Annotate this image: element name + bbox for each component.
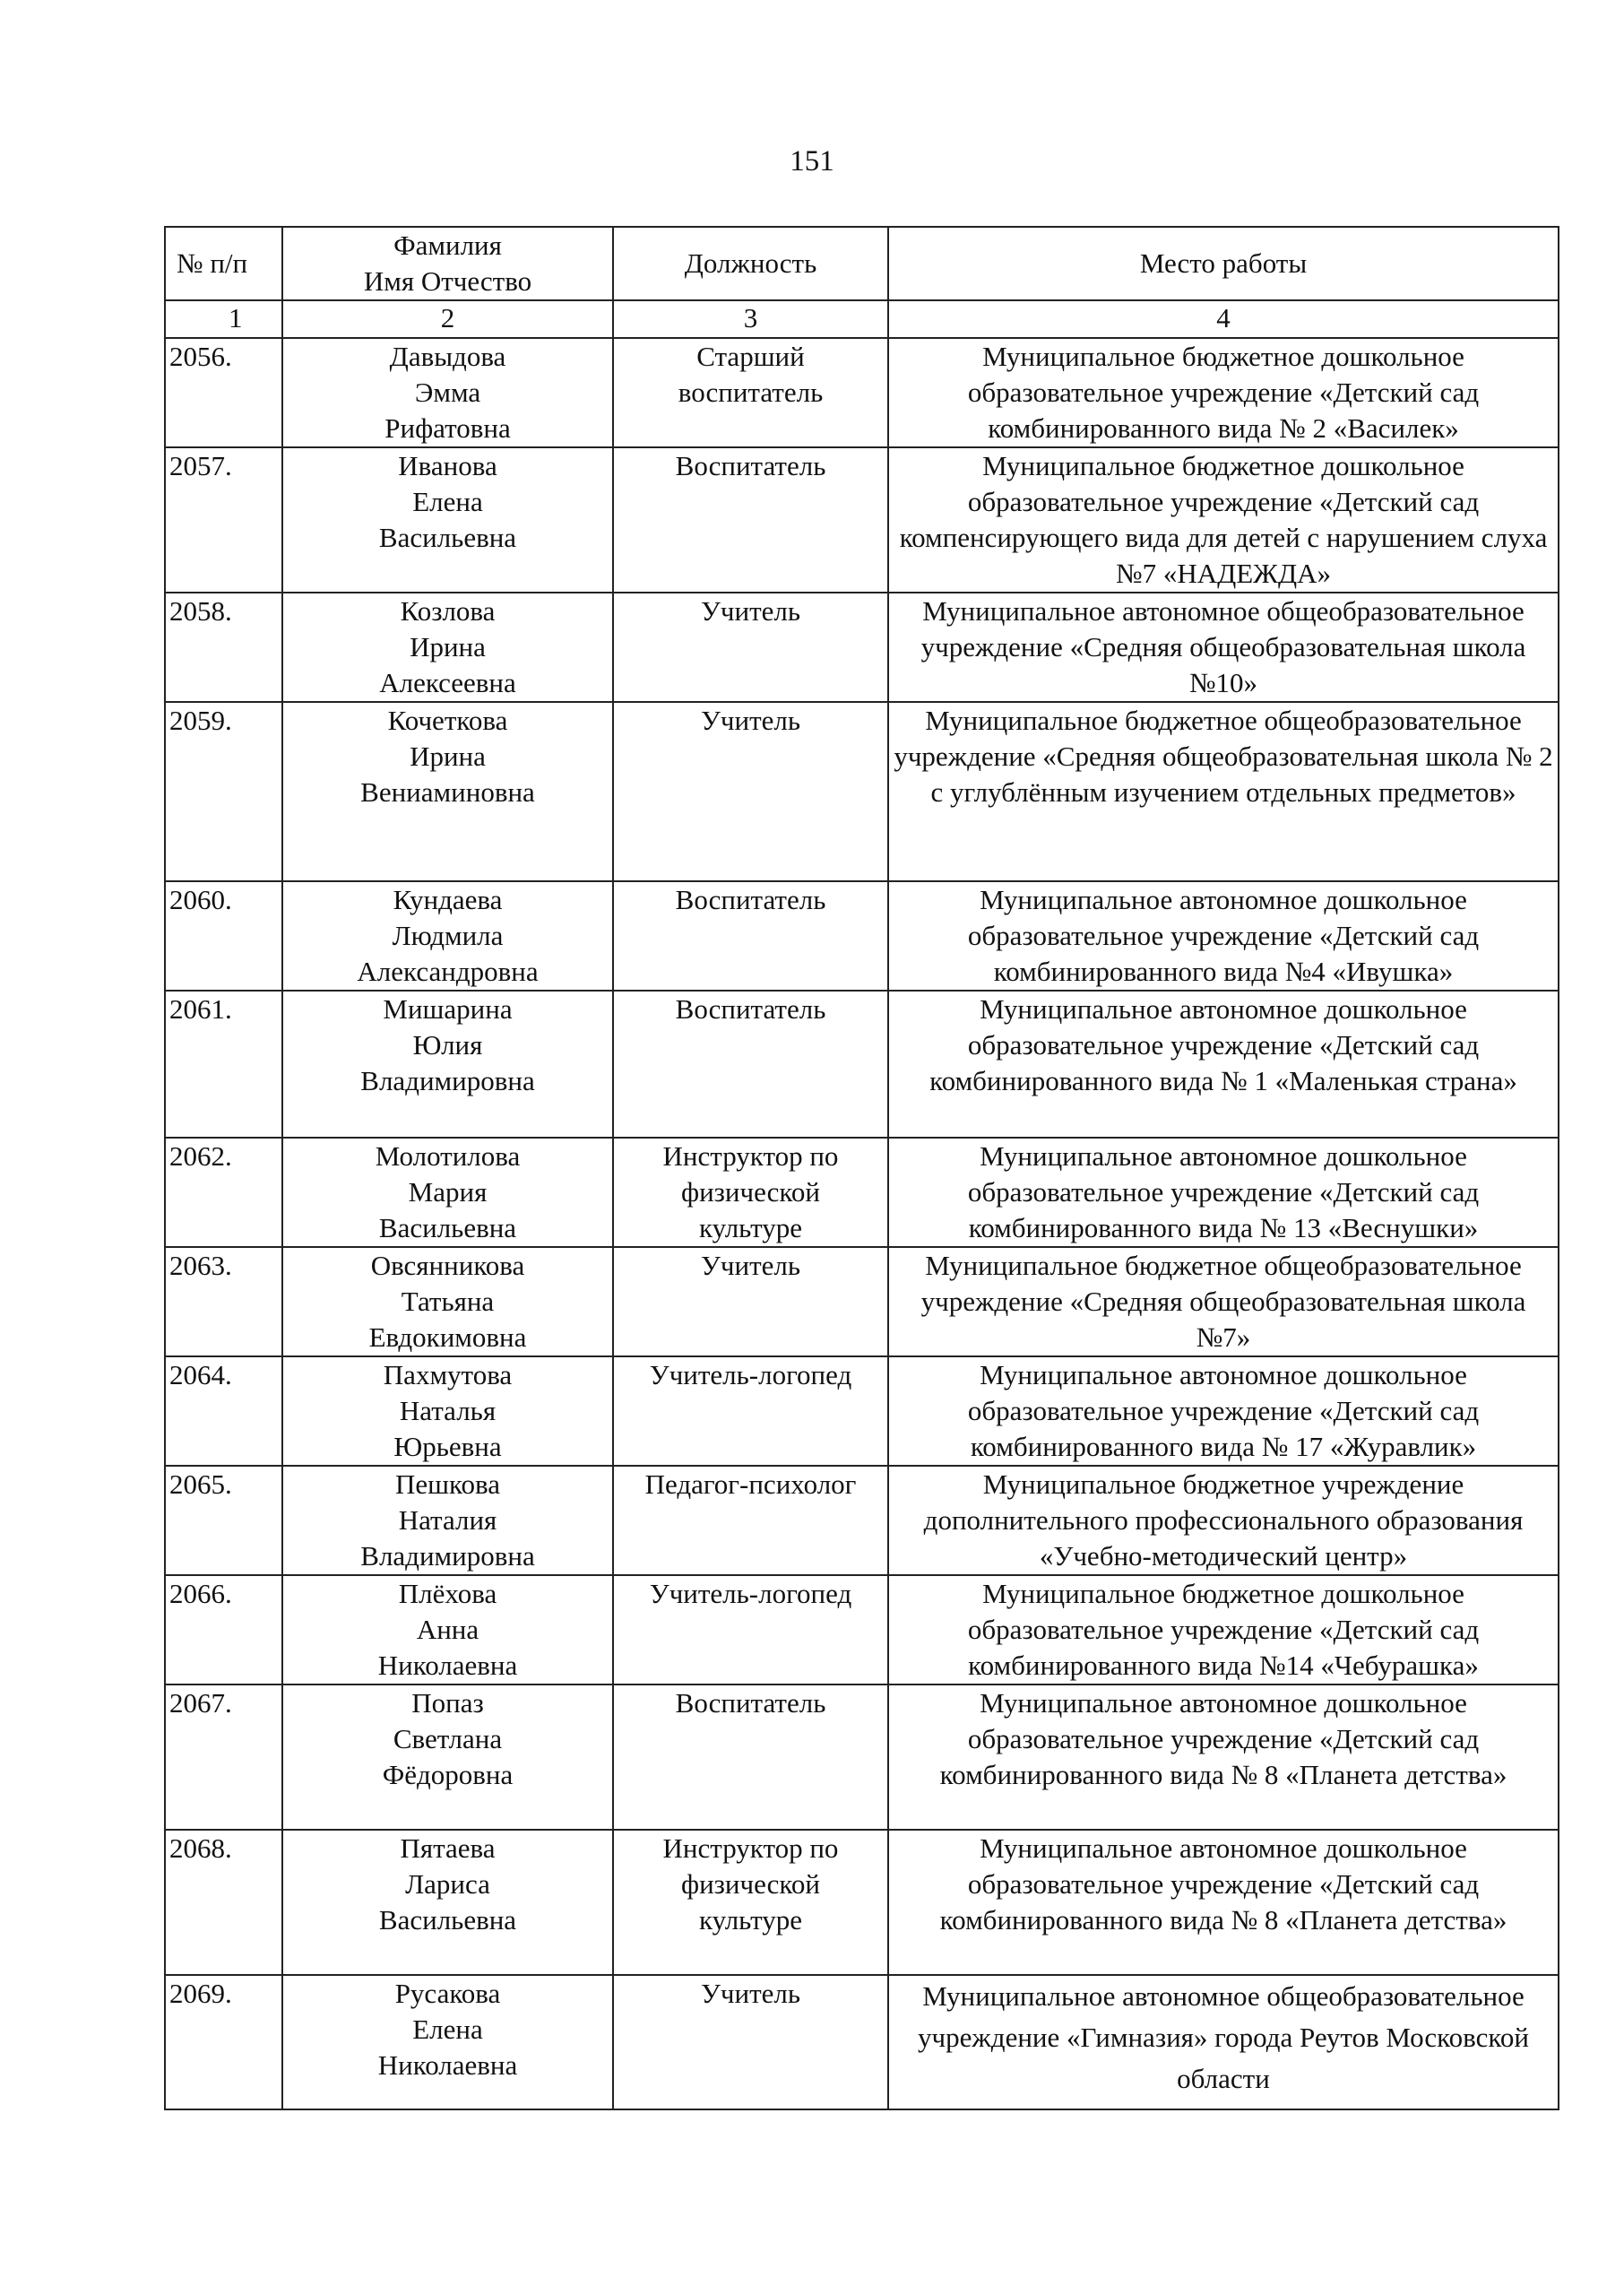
position-text: Учитель-логопед bbox=[649, 1578, 852, 1609]
header-full-name bbox=[282, 227, 613, 300]
patronymic: Николаевна bbox=[377, 1650, 518, 1681]
workplace-cell: Муниципальное автономное дошкольное образовательное учреждение «Детский сад комбинированного вида № 1 «Маленькая страна» bbox=[888, 991, 1559, 1138]
position-text: Инструктор по bbox=[662, 1832, 839, 1864]
surname: Пахмутова bbox=[383, 1359, 513, 1390]
position-cell bbox=[613, 1138, 888, 1247]
table-row bbox=[165, 702, 1559, 881]
row-number: 2062. bbox=[165, 1138, 282, 1247]
position-text: Учитель bbox=[700, 1250, 801, 1281]
table-row bbox=[165, 1247, 1559, 1356]
workplace-cell: Муниципальное автономное дошкольное образовательное учреждение «Детский сад комбинированного вида № 8 «Планета детства» bbox=[888, 1684, 1559, 1830]
patronymic: Васильевна bbox=[378, 1212, 517, 1243]
workplace-cell: Муниципальное бюджетное дошкольное образовательное учреждение «Детский сад компенсирующего вида для детей с нарушением слуха №7 «НАДЕЖДА» bbox=[888, 447, 1559, 593]
full-name-cell bbox=[282, 1138, 613, 1247]
table-row bbox=[165, 593, 1559, 702]
employee-table bbox=[164, 226, 1559, 2110]
row-number: 2063. bbox=[165, 1247, 282, 1356]
table-body bbox=[165, 338, 1559, 2109]
header-full-name-line1: Фамилия bbox=[393, 230, 502, 261]
position-cell bbox=[613, 1975, 888, 2109]
first-name: Мария bbox=[408, 1176, 488, 1208]
workplace-cell: Муниципальное бюджетное дошкольное образовательное учреждение «Детский сад комбинированного вида № 2 «Василек» bbox=[888, 338, 1559, 447]
row-number: 2066. bbox=[165, 1575, 282, 1684]
position-cell bbox=[613, 1466, 888, 1575]
workplace-cell: Муниципальное автономное общеобразовательное учреждение «Средняя общеобразовательная школа №10» bbox=[888, 593, 1559, 702]
position-text: физической bbox=[681, 1868, 820, 1900]
table-row bbox=[165, 1975, 1559, 2109]
patronymic: Евдокимовна bbox=[368, 1321, 527, 1353]
full-name-cell bbox=[282, 1830, 613, 1975]
position-cell bbox=[613, 1830, 888, 1975]
position-cell bbox=[613, 447, 888, 593]
workplace-cell: Муниципальное автономное дошкольное образовательное учреждение «Детский сад комбинированного вида № 8 «Планета детства» bbox=[888, 1830, 1559, 1975]
position-text: воспитатель bbox=[678, 377, 824, 408]
position-cell bbox=[613, 881, 888, 991]
column-number: 3 bbox=[613, 300, 888, 338]
patronymic: Васильевна bbox=[378, 1904, 517, 1936]
full-name-cell bbox=[282, 1575, 613, 1684]
first-name: Юлия bbox=[412, 1029, 483, 1061]
patronymic: Фёдоровна bbox=[382, 1759, 514, 1790]
table-row bbox=[165, 1138, 1559, 1247]
position-text: Учитель-логопед bbox=[649, 1359, 852, 1390]
position-text: Педагог-психолог bbox=[644, 1468, 857, 1500]
row-number: 2064. bbox=[165, 1356, 282, 1466]
surname: Молотилова bbox=[375, 1140, 521, 1172]
column-number-row bbox=[165, 300, 1559, 338]
table-row bbox=[165, 338, 1559, 447]
surname: Плёхова bbox=[398, 1578, 497, 1609]
first-name: Елена bbox=[412, 486, 483, 517]
first-name: Ирина bbox=[410, 740, 486, 772]
position-cell bbox=[613, 1356, 888, 1466]
patronymic: Вениаминовна bbox=[360, 776, 535, 808]
first-name: Людмила bbox=[392, 920, 504, 951]
position-text: Старший bbox=[696, 341, 805, 372]
workplace-cell: Муниципальное бюджетное учреждение дополнительного профессионального образования «Учебно-методический центр» bbox=[888, 1466, 1559, 1575]
position-text: Воспитатель bbox=[675, 884, 826, 915]
full-name-cell bbox=[282, 1684, 613, 1830]
surname: Иванова bbox=[398, 450, 497, 481]
row-number: 2069. bbox=[165, 1975, 282, 2109]
full-name-cell bbox=[282, 991, 613, 1138]
full-name-cell bbox=[282, 1356, 613, 1466]
row-number: 2067. bbox=[165, 1684, 282, 1830]
first-name: Светлана bbox=[393, 1723, 503, 1754]
full-name-cell bbox=[282, 1466, 613, 1575]
first-name: Наталия bbox=[398, 1504, 497, 1536]
row-number: 2065. bbox=[165, 1466, 282, 1575]
header-position: Должность bbox=[613, 227, 888, 300]
surname: Козлова bbox=[400, 595, 496, 627]
row-number: 2068. bbox=[165, 1830, 282, 1975]
workplace-cell: Муниципальное автономное дошкольное образовательное учреждение «Детский сад комбинированного вида № 13 «Веснушки» bbox=[888, 1138, 1559, 1247]
workplace-cell: Муниципальное автономное общеобразовательное учреждение «Гимназия» города Реутов Московской области bbox=[888, 1975, 1559, 2109]
first-name: Ирина bbox=[410, 631, 486, 663]
workplace-cell: Муниципальное автономное дошкольное образовательное учреждение «Детский сад комбинированного вида №4 «Ивушка» bbox=[888, 881, 1559, 991]
position-text: Учитель bbox=[700, 705, 801, 736]
position-text: культуре bbox=[698, 1212, 803, 1243]
full-name-cell bbox=[282, 447, 613, 593]
patronymic: Васильевна bbox=[378, 522, 517, 553]
row-number: 2058. bbox=[165, 593, 282, 702]
first-name: Наталья bbox=[399, 1395, 497, 1426]
full-name-cell bbox=[282, 702, 613, 881]
position-text: культуре bbox=[698, 1904, 803, 1936]
position-cell bbox=[613, 338, 888, 447]
first-name: Эмма bbox=[414, 377, 481, 408]
workplace-cell: Муниципальное бюджетное общеобразовательное учреждение «Средняя общеобразовательная школа № 2 с углублённым изучением отдельных предметов» bbox=[888, 702, 1559, 881]
full-name-cell bbox=[282, 593, 613, 702]
surname: Русакова bbox=[394, 1978, 501, 2009]
table-row bbox=[165, 1575, 1559, 1684]
position-cell bbox=[613, 1684, 888, 1830]
position-text: Воспитатель bbox=[675, 450, 826, 481]
row-number: 2059. bbox=[165, 702, 282, 881]
surname: Кочеткова bbox=[387, 705, 508, 736]
position-text: Воспитатель bbox=[675, 1687, 826, 1719]
position-text: Воспитатель bbox=[675, 993, 826, 1025]
position-text: Учитель bbox=[700, 595, 801, 627]
workplace-cell: Муниципальное автономное дошкольное образовательное учреждение «Детский сад комбинированного вида № 17 «Журавлик» bbox=[888, 1356, 1559, 1466]
workplace-cell: Муниципальное бюджетное дошкольное образовательное учреждение «Детский сад комбинированного вида №14 «Чебурашка» bbox=[888, 1575, 1559, 1684]
first-name: Елена bbox=[412, 2014, 483, 2045]
table-row bbox=[165, 1356, 1559, 1466]
surname: Давыдова bbox=[389, 341, 506, 372]
header-full-name-line2: Имя Отчество bbox=[363, 265, 532, 297]
full-name-cell bbox=[282, 338, 613, 447]
position-text: Инструктор по bbox=[662, 1140, 839, 1172]
table-row bbox=[165, 1466, 1559, 1575]
column-number: 1 bbox=[165, 300, 282, 338]
surname: Пятаева bbox=[400, 1832, 496, 1864]
position-text: физической bbox=[681, 1176, 820, 1208]
table-row bbox=[165, 1684, 1559, 1830]
workplace-cell: Муниципальное бюджетное общеобразовательное учреждение «Средняя общеобразовательная школа №7» bbox=[888, 1247, 1559, 1356]
patronymic: Александровна bbox=[357, 956, 539, 987]
row-number: 2057. bbox=[165, 447, 282, 593]
first-name: Татьяна bbox=[401, 1286, 495, 1317]
patronymic: Юрьевна bbox=[393, 1431, 502, 1462]
full-name-cell bbox=[282, 1247, 613, 1356]
surname: Кундаева bbox=[393, 884, 503, 915]
position-cell bbox=[613, 991, 888, 1138]
position-cell bbox=[613, 1247, 888, 1356]
row-number: 2061. bbox=[165, 991, 282, 1138]
surname: Попаз bbox=[411, 1687, 484, 1719]
full-name-cell bbox=[282, 881, 613, 991]
column-number: 4 bbox=[888, 300, 1559, 338]
table-row bbox=[165, 447, 1559, 593]
table-row bbox=[165, 1830, 1559, 1975]
row-number: 2056. bbox=[165, 338, 282, 447]
table-row bbox=[165, 991, 1559, 1138]
column-number: 2 bbox=[282, 300, 613, 338]
first-name: Лариса bbox=[405, 1868, 490, 1900]
position-cell bbox=[613, 702, 888, 881]
header-number: № п/п bbox=[165, 227, 282, 300]
table-row bbox=[165, 881, 1559, 991]
position-cell bbox=[613, 593, 888, 702]
row-number: 2060. bbox=[165, 881, 282, 991]
patronymic: Рифатовна bbox=[384, 412, 511, 444]
surname: Овсянникова bbox=[370, 1250, 525, 1281]
page-number: 151 bbox=[790, 145, 834, 178]
position-text: Учитель bbox=[700, 1978, 801, 2009]
patronymic: Алексеевна bbox=[379, 667, 516, 698]
full-name-cell bbox=[282, 1975, 613, 2109]
surname: Мишарина bbox=[383, 993, 513, 1025]
patronymic: Владимировна bbox=[360, 1065, 535, 1096]
surname: Пешкова bbox=[395, 1468, 500, 1500]
patronymic: Николаевна bbox=[377, 2049, 518, 2081]
first-name: Анна bbox=[416, 1614, 479, 1645]
patronymic: Владимировна bbox=[360, 1540, 535, 1572]
position-cell bbox=[613, 1575, 888, 1684]
table-header-row bbox=[165, 227, 1559, 300]
header-workplace: Место работы bbox=[888, 227, 1559, 300]
